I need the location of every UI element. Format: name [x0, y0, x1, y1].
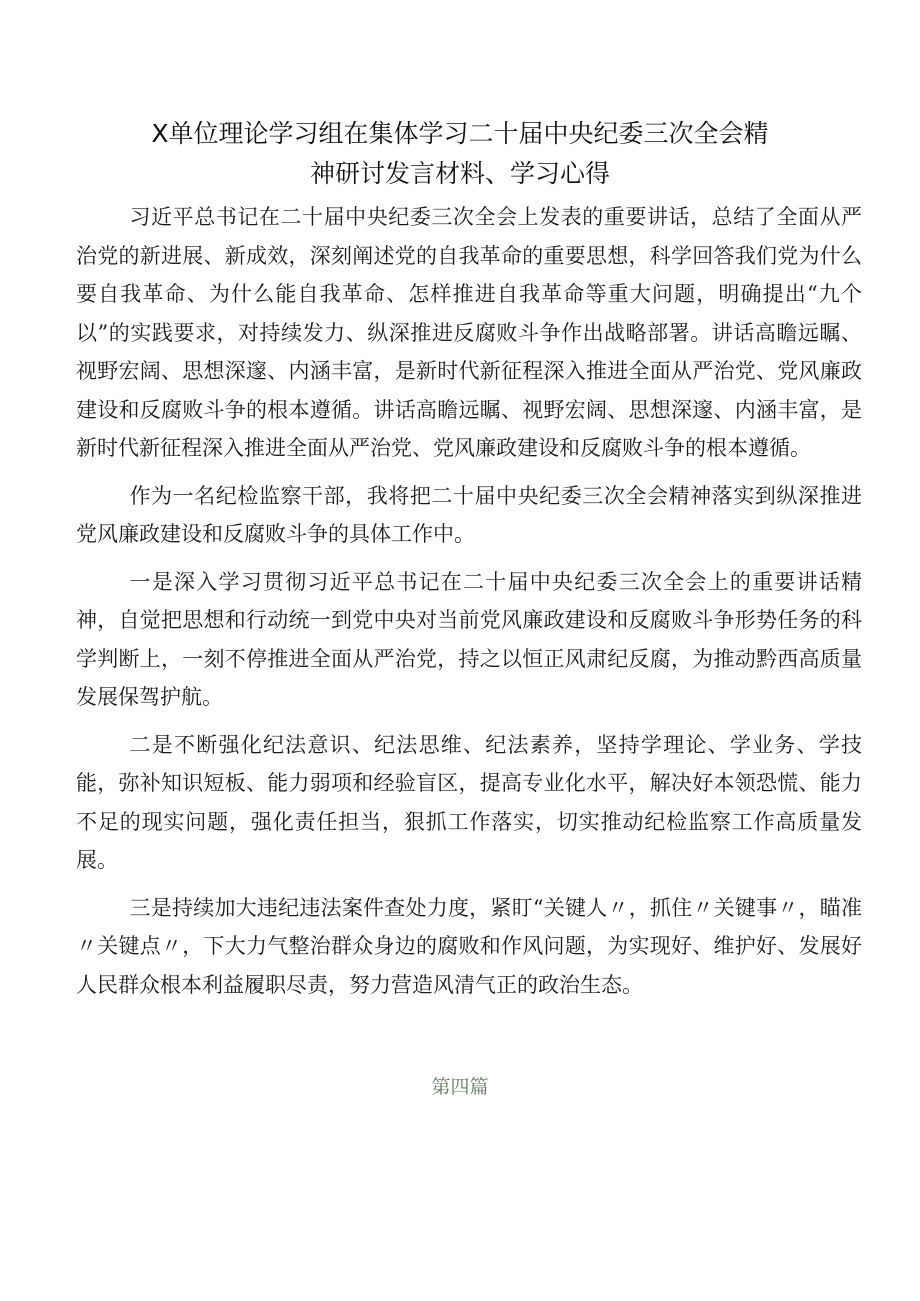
next-section-label: 第四篇: [431, 1076, 489, 1098]
title-line-2: 神研讨发言材料、学习心得: [309, 159, 610, 188]
paragraph-point-one: 一是深入学习贯彻习近平总书记在二十届中央纪委三次全会上的重要讲话精神，自觉把思想和行动统一到党中央对当前党风廉政建设和反腐败斗争形势任务的科学判断上，一刻不停推进全面从严治党，持之以恒正风肃纪反腐，为推动黔西高质量发展保驾护航。: [76, 569, 862, 709]
document-body: [76, 198, 862, 1013]
paragraph-commitment: 作为一名纪检监察干部，我将把二十届中央纪委三次全会精神落实到纵深推进党风廉政建设和反腐败斗争的具体工作中。: [76, 483, 862, 546]
paragraph-point-two: 二是不断强化纪法意识、纪法思维、纪法素养，坚持学理论、学业务、学技能，弥补知识短板、能力弱项和经验盲区，提高专业化水平，解决好本领恐慌、能力不足的现实问题，强化责任担当，狠抓工作落实，切实推动纪检监察工作高质量发展。: [76, 732, 862, 872]
document-title: [90, 114, 830, 194]
paragraph-point-three: 三是持续加大违纪违法案件查处力度，紧盯“关键人〃，抓住〃关键事〃，瞄准〃关键点〃，下大力气整治群众身边的腐败和作风问题，为实现好、维护好、发展好人民群众根本利益履职尽责，努力营造风清气正的政治生态。: [76, 895, 862, 997]
paragraph-intro: 习近平总书记在二十届中央纪委三次全会上发表的重要讲话，总结了全面从严治党的新进展、新成效，深刻阐述党的自我革命的重要思想，科学回答我们党为什么要自我革命、为什么能自我革命、怎样推进自我革命等重大问题，明确提出“九个以”的实践要求，对持续发力、纵深推进反腐败斗争作出战略部署。讲话高瞻远瞩、视野宏阔、思想深邃、内涵丰富，是新时代新征程深入推进全面从严治党、党风廉政建设和反腐败斗争的根本遵循。讲话高瞻远瞩、视野宏阔、思想深邃、内涵丰富，是新时代新征程深入推进全面从严治党、党风廉政建设和反腐败斗争的根本遵循。: [76, 205, 862, 460]
title-line-1: X单位理论学习组在集体学习二十届中央纪委三次全会精: [151, 119, 769, 148]
